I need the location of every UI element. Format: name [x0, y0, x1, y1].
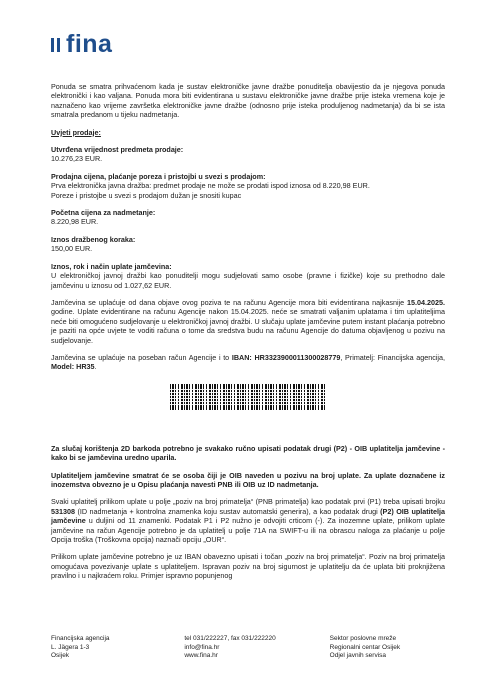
- final-paragraph: Prilikom uplate jamčevine potrebno je uz IBAN obavezno upisati i točan „poziv na broj primatelja“. Poziv na broj primatelja omogućava povezivanje uplate s uplatiteljem. Ispravan poziv na broj sigurnost je uplatitelju da će uplata biti proknjižena pravilno i u najkraćem roku. Primjer ispravno popunjenog: [51, 552, 445, 581]
- step-label: Iznos dražbenog koraka:: [51, 234, 136, 244]
- deposit-section: [51, 262, 445, 290]
- barcode-note: Za slučaj korištenja 2D barkoda potrebno je svakako ručno upisati podatak drugi (P2) - OIB uplatitelja jamčevine - kako bi se jamčevina uredno uparila.: [51, 443, 445, 463]
- reference-text-b: (ID nadmetanja + kontrolna znamenka koju sustav automatski generira), a kao podatak drugi: [74, 506, 381, 516]
- value-text: 10.276,23 EUR.: [51, 154, 103, 164]
- start-price-section: [51, 208, 445, 227]
- value-label: Utvrđena vrijednost predmeta prodaje:: [51, 145, 184, 155]
- footer-sector: Sektor poslovne mreže: [329, 635, 397, 642]
- logo-text: fina: [66, 30, 113, 58]
- price-label: Prodajna cijena, plaćanje poreza i pristojbi u svezi s prodajom:: [51, 171, 266, 181]
- value-section: [51, 145, 445, 164]
- price-line2: Poreze i pristojbe u svezi s prodajom dužan je snositi kupac: [51, 190, 242, 200]
- deadline-date: 15.04.2025.: [407, 297, 445, 307]
- document-body: [51, 82, 445, 589]
- fina-logo: [51, 30, 112, 59]
- reference-paragraph: [51, 497, 445, 544]
- account-model: Model: HR35: [51, 362, 95, 372]
- account-text-b: , Primatelj: Financijska agencija,: [340, 352, 445, 362]
- step-text: 150,00 EUR.: [51, 244, 93, 254]
- deadline-text-b: godine. Uplate evidentirane na računu Agencije nakon 15.04.2025. neće se smatrati valjanim uplatama i tim uplatiteljima neće biti omogućeno sudjelovanje u elektroničkoj javnoj dražbi. U slučaju uplate jamčevine putem instant plaćanja potrebno je paziti na opće uvjete te voditi računa o tome da sredstva budu na računu Agencije do datuma objavljenog u pozivu na sudjelovanje.: [51, 307, 445, 345]
- footer-contact: [166, 635, 299, 661]
- deposit-text: U elektroničkoj javnoj dražbi kao ponuditelji mogu sudjelovati samo osobe (pravne i fizičke) koje su prethodno dale jamčevinu u iznosu od 1.027,62 EUR.: [51, 271, 445, 290]
- footer-company: Financijska agencija: [51, 635, 110, 642]
- pdf417-barcode: [170, 384, 326, 410]
- footer-department: [300, 635, 445, 661]
- footer-city: Osijek: [51, 652, 70, 659]
- intro-paragraph: Ponuda se smatra prihvaćenom kada je sustav elektroničke javne dražbe ponuditelja obavijestio da je njegova ponuda elektronički i kao valjana. Ponuda mora biti evidentirana u sustavu elektroničke javne dražbe prije isteka vremena koje je naznačeno kao vrijeme završetka elektroničke javne dražbe (odnosno prije isteka produljenog nadmetanja) da bi se ista smatrala predanom u tijeku nadmetanja.: [51, 82, 445, 120]
- footer-street: L. Jägera 1-3: [51, 643, 90, 651]
- start-price-label: Početna cijena za nadmetanje:: [51, 208, 156, 218]
- deposit-label: Iznos, rok i način uplate jamčevina:: [51, 261, 172, 271]
- account-paragraph: [51, 353, 445, 372]
- reference-text-a: Svaki uplatitelj prilikom uplate u polje „poziv na broj primatelja“ (PNB primatelja) kao podatak prvi (P1) treba upisati brojku: [51, 497, 445, 507]
- footer-phone: tel 031/222227, fax 031/222220: [184, 635, 276, 642]
- reference-p2: (P2) OIB uplatitelja jamčevine: [51, 506, 445, 526]
- account-text-c: .: [94, 362, 97, 372]
- price-line1: Prva elektronička javna dražba: predmet prodaje ne može se prodati ispod iznosa od 8.220,98 EUR.: [51, 181, 370, 191]
- step-section: [51, 235, 445, 254]
- start-price-text: 8.220,98 EUR.: [51, 217, 99, 227]
- conditions-heading: Uvjeti prodaje:: [51, 127, 101, 137]
- deadline-paragraph: [51, 298, 445, 345]
- deadline-text-a: Jamčevina se uplaćuje od dana objave ovog poziva te na računu Agencije mora biti evidentirana najkasnije: [51, 297, 408, 307]
- logo-bars-icon: [51, 38, 60, 52]
- footer-center: Regionalni centar Osijek: [329, 643, 401, 651]
- account-iban: IBAN: HR3323900011300028779: [231, 352, 341, 362]
- footer-email[interactable]: info@fina.hr: [184, 643, 220, 651]
- footer-address: [51, 635, 166, 661]
- footer-office: Odjel javnih servisa: [329, 652, 387, 659]
- payer-note: Uplatiteljem jamčevine smatrat će se osoba čiji je OIB naveden u pozivu na broj uplate. Za uplate doznačene iz inozemstva obvezno je u Opisu plaćanja navesti PNB ili OIB uz ID nadmetanja.: [51, 470, 445, 489]
- price-section: [51, 172, 445, 200]
- reference-text-c: u duljini od 11 znamenki. Podatak P1 i P2 nužno je odvojiti crticom (-). Za inozemne uplate, prilikom uplate jamčevine na račun Agencije potrebno je da uplatitelj u polje 71A na SWIFT-u ili na obrascu naloga za plaćanje u polje Opcija troška (Troškovna opcija) naznači opciju „OUR“.: [51, 516, 445, 544]
- footer: [51, 635, 445, 661]
- reference-number: 531308: [51, 506, 75, 516]
- account-text-a: Jamčevina se uplaćuje na poseban račun Agencije i to: [51, 352, 232, 362]
- footer-website[interactable]: www.fina.hr: [184, 652, 218, 659]
